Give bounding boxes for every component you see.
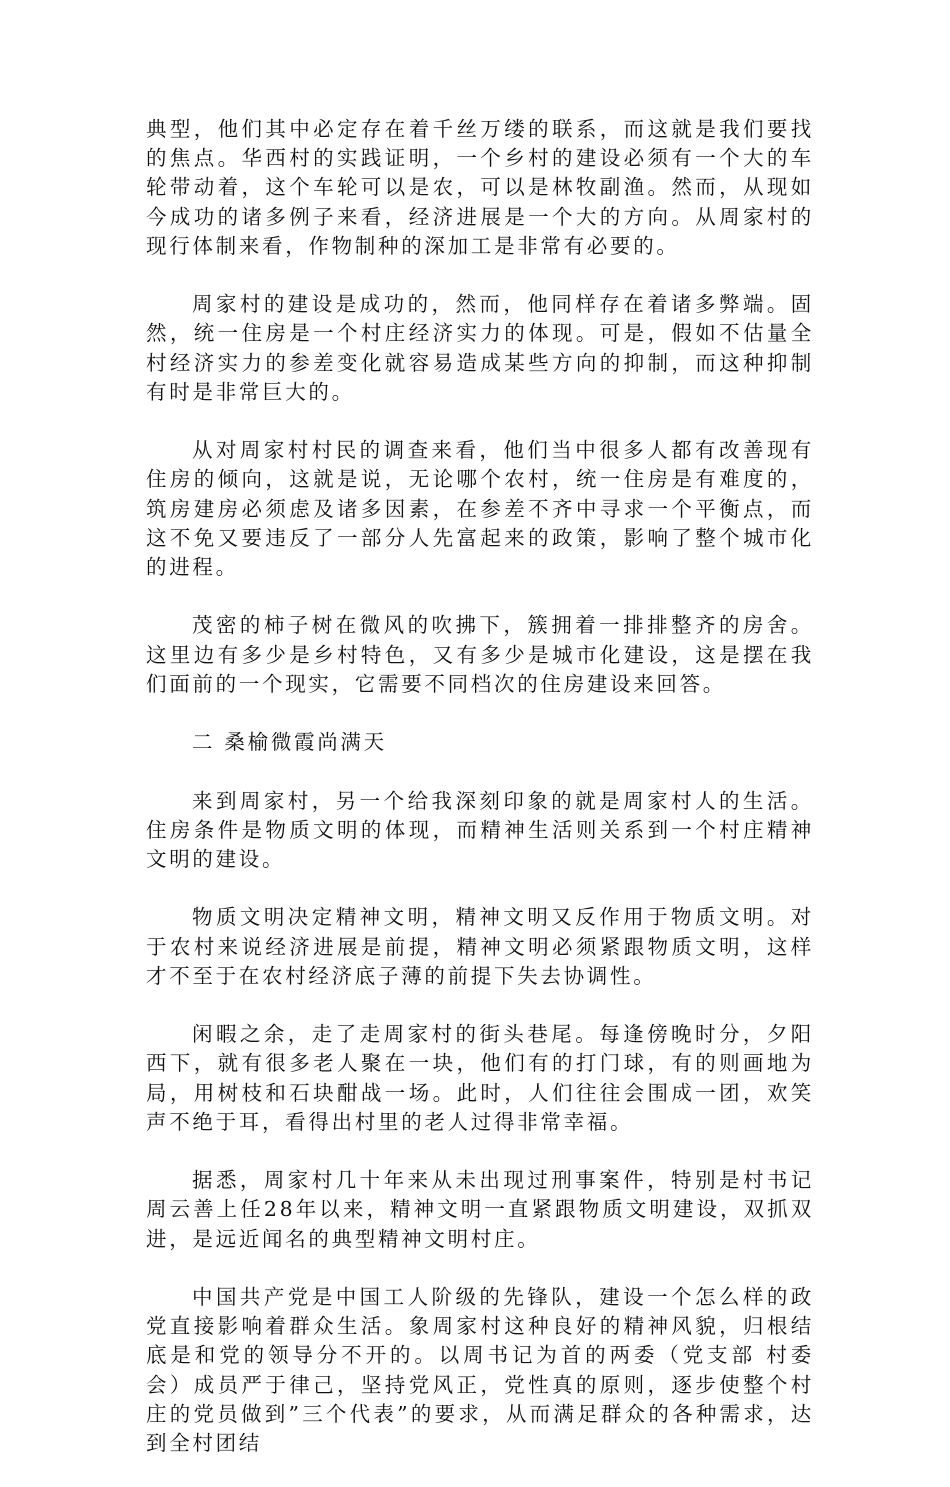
paragraph: 从对周家村村民的调查来看，他们当中很多人都有改善现有住房的倾向，这就是说，无论哪个农村，统一住房是有难度的，筑房建房必须虑及诸多因素，在参差不齐中寻求一个平衡点，而这不免又要违反了一部分人先富起来的政策，影响了整个城市化的进程。 <box>146 438 814 580</box>
paragraph: 周家村的建设是成功的，然而，他同样存在着诸多弊端。固然，统一住房是一个村庄经济实力的体现。可是，假如不估量全村经济实力的参差变化就容易造成某些方向的抑制，而这种抑制有时是非常巨大的。 <box>146 292 814 404</box>
paragraph: 典型，他们其中必定存在着千丝万缕的联系，而这就是我们要找的焦点。华西村的实践证明，一个乡村的建设必须有一个大的车轮带动着，这个车轮可以是农，可以是林牧副渔。然而，从现如今成功的诸多例子来看，经济进展是一个大的方向。从周家村的现行体制来看，作物制种的深加工是非常有必要的。 <box>146 117 814 258</box>
paragraph: 据悉，周家村几十年来从未出现过刑事案件，特别是村书记周云善上任28年以来，精神文明一直紧跟物质文明建设，双抓双进，是远近闻名的典型精神文明村庄。 <box>146 1168 814 1251</box>
section-heading: 二 桑榆微霞尚满天 <box>192 730 387 755</box>
paragraph: 来到周家村，另一个给我深刻印象的就是周家村人的生活。住房条件是物质文明的体现，而精神生活则关系到一个村庄精神文明的建设。 <box>146 788 814 871</box>
document-body <box>146 115 814 1487</box>
paragraph: 闲暇之余，走了走周家村的街头巷尾。每逢傍晚时分，夕阳西下，就有很多老人聚在一块，他们有的打门球，有的则画地为局，用树枝和石块酣战一场。此时，人们往往会围成一团，欢笑声不绝于耳，看得出村里的老人过得非常幸福。 <box>146 1022 814 1134</box>
paragraph: 物质文明决定精神文明，精神文明又反作用于物质文明。对于农村来说经济进展是前提，精神文明必须紧跟物质文明，这样才不至于在农村经济底子薄的前提下失去协调性。 <box>146 905 814 988</box>
paragraph: 茂密的柿子树在微风的吹拂下，簇拥着一排排整齐的房舍。这里边有多少是乡村特色，又有多少是城市化建设，这是摆在我们面前的一个现实，它需要不同档次的住房建设来回答。 <box>146 613 814 696</box>
paragraph: 中国共产党是中国工人阶级的先锋队，建设一个怎么样的政党直接影响着群众生活。象周家村这种良好的精神风貌，归根结底是和党的领导分不开的。以周书记为首的两委（党支部 村委会）成员严于律己，坚持党风正，党性真的原则，逐步使整个村庄的党员做到”三个代表”的要求，从而满足群众的各种需求，达到全村团结 <box>146 1284 814 1455</box>
